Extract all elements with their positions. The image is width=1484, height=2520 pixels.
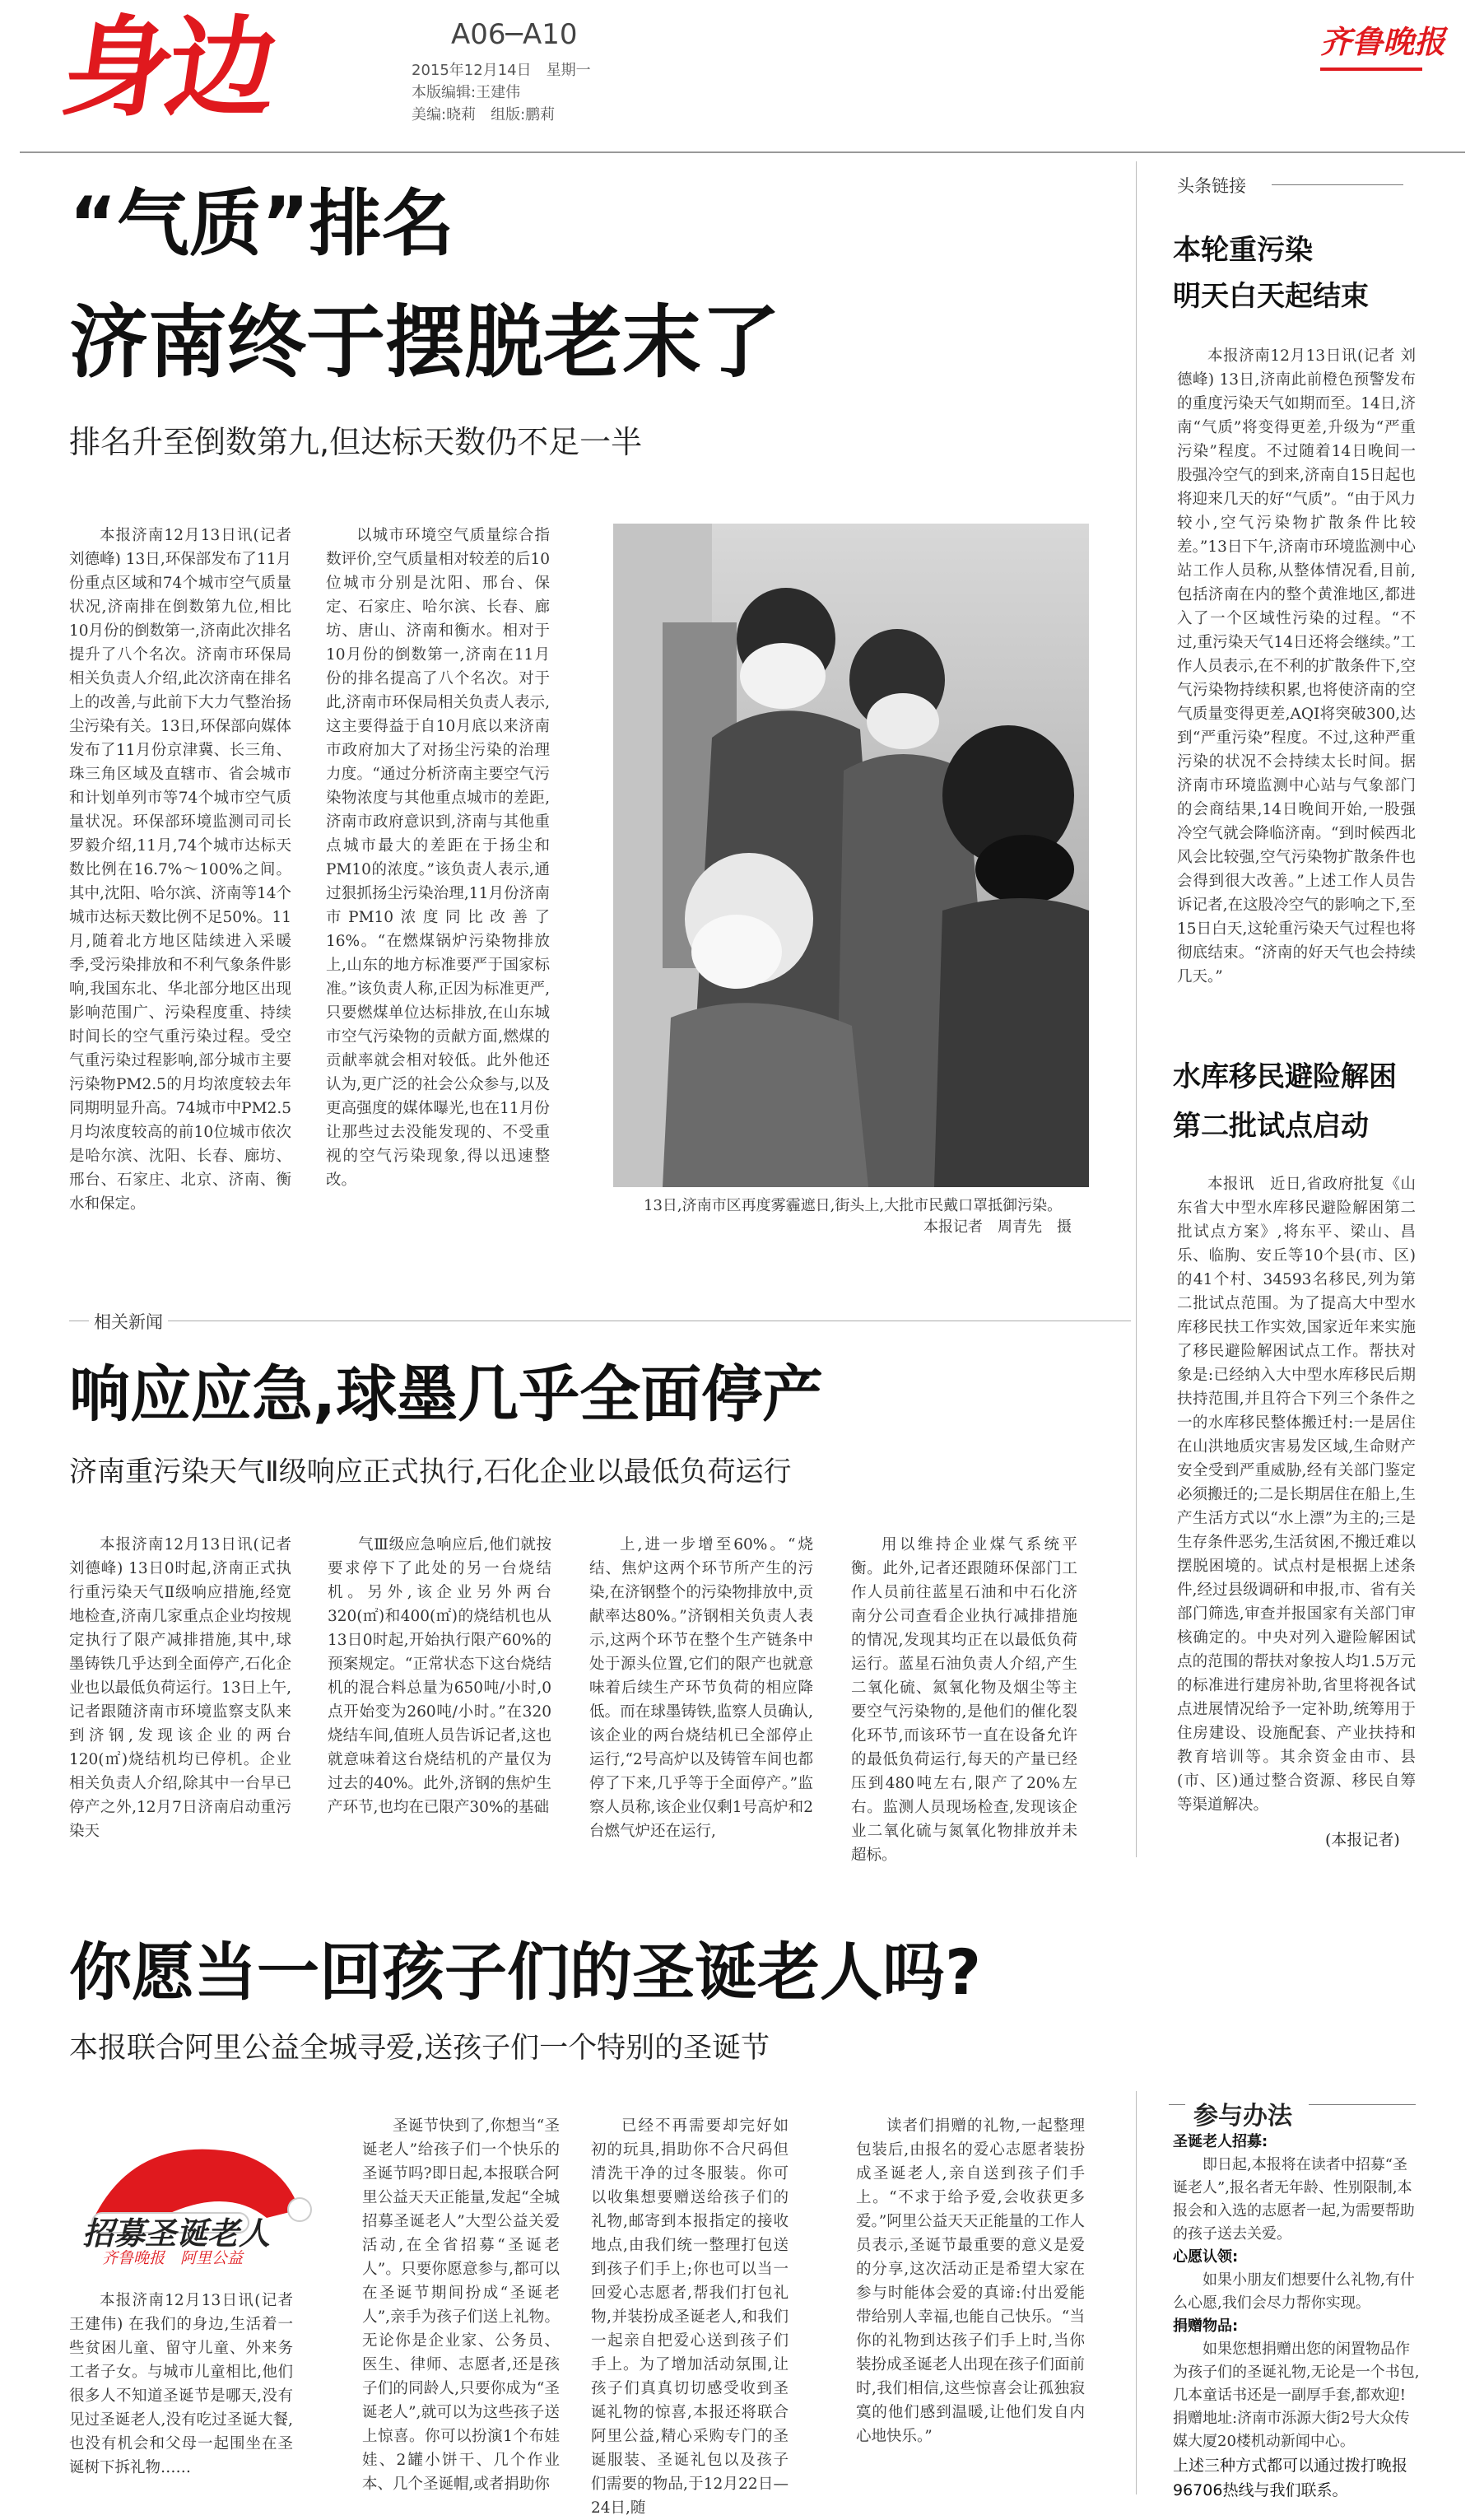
howto-item2-label: 心愿认领: [1173, 2248, 1239, 2266]
howto-box [1173, 2131, 1420, 2503]
christmas-column-2 [362, 2114, 560, 2494]
howto-item3-label: 捐赠物品: [1173, 2317, 1239, 2335]
sidebar-story1-text: 本报济南12月13日讯(记者 刘德峰) 13日,济南此前橙色预警发布的重度污染天气如期而至。14日,济南“气质”将变得更差,升级为“严重污染”程度。不过随着14日晚间一股强冷空气的到来,济南自15日起也将迎来几天的好“气质”。“由于风力较小,空气污染物扩散条件比较差。”13日下午,济南市环境监测中心站工作人员称,从整体情况看,目前,包括济南在内的整个黄淮地区,都进入了一个区域性污染的过程。“不过,重污染天气14日还将会继续。”工作人员表示,在不利的扩散条件下,空气污染物持续积累,也将使济南的空气质量变得更差,AQI将突破300,达到“严重污染”程度。不过,这种严重污染的状况不会持续太长时间。据济南市环境监测中心站与气象部门的会商结果,14日晚间开始,一股强冷空气就会降临济南。“到时候西北风会比较强,空气污染物扩散条件也会得到很大改善。”上述工作人员告诉记者,在这股冷空气的影响之下,至15日白天,这轮重污染天气过程也将彻底结束。“济南的好天气也会持续几天。” [1177, 347, 1416, 985]
sidebar-story2-title1: 水库移民避险解困 [1173, 1060, 1397, 1093]
howto-item1-text: 即日起,本报将在读者中招募“圣诞老人”,报名者无年龄、性别限制,本报会和入选的志愿者一起,为需要帮助的孩子送去关爱。 [1173, 2156, 1415, 2243]
related-column-2 [328, 1533, 551, 1862]
sidebar-story1-title1: 本轮重污染 [1173, 234, 1313, 267]
section-logo: 身边 [55, 5, 281, 132]
sidebar-story2-body [1177, 1172, 1416, 1831]
howto-item3-text: 如果您想捐赠出您的闲置物品作为孩子们的圣诞礼物,无论是一个书包,几本童话书还是一副厚手套,都欢迎!捐赠地址:济南市泺源大街2号大众传媒大厦20楼机动新闻中心。 [1173, 2341, 1420, 2450]
howto-item2-text: 如果小朋友们想要什么礼物,有什么心愿,我们会尽力帮你实现。 [1173, 2271, 1415, 2312]
photo-caption [614, 1195, 1091, 1238]
sidebar-divider [1136, 161, 1137, 1857]
lead-body-col1: 本报济南12月13日讯(记者 刘德峰) 13日,环保部发布了11月份重点区域和74个城市空气质量状况,济南排在倒数第九位,相比10月份的倒数第一,济南此次排名提升了八个名次。济南市环保局相关负责人介绍,此次济南在排名上的改善,与此前下大力气整治扬尘污染有关。13日,环保部向媒体发布了11月份京津冀、长三角、珠三角区域及直辖市、省会城市和计划单列市等74个城市空气质量状况。环保部环境监测司司长罗毅介绍,11月,74个城市达标天数比例在16.7%～100%之间。其中,沈阳、哈尔滨、济南等14个城市达标天数比例不足50%。11月,随着北方地区陆续进入采暖季,受污染排放和不利气象条件影响,我国东北、华北部分地区出现影响范围广、污染程度重、持续时间长的空气重污染过程。受空气重污染过程影响,部分城市主要污染物PM2.5的月均浓度较去年同期明显升高。74城市中PM2.5月均浓度较高的前10位城市依次是哈尔滨、沈阳、长春、廊坊、邢台、石家庄、北京、济南、衡水和保定。 [69, 527, 291, 1213]
sidebar-story1-body [1177, 344, 1416, 1034]
sidebar-tag-line [1272, 184, 1403, 185]
sidebar-tag: 头条链接 [1177, 176, 1246, 196]
issue-date: 2015年12月14日 星期一 [412, 62, 591, 79]
howto-title: 参与办法 [1193, 2102, 1292, 2131]
howto-rule-left [1169, 2104, 1185, 2105]
christmas-body-col4: 读者们捐赠的礼物,一起整理包装后,由报名的爱心志愿者装扮成圣诞老人,亲自送到孩子们手上。“不求于给予爱,会收获更多爱。”阿里公益天天正能量的工作人员表示,圣诞节最重要的意义是爱的分享,这次活动正是希望大家在参与时能体会爱的真谛:付出爱能带给别人幸福,也能自己快乐。“当你的礼物到达孩子们手上时,当你装扮成圣诞老人出现在孩子们面前时,我们相信,这些惊喜会让孤独寂寞的他们感到温暖,让他们发自内心地快乐。” [856, 2117, 1085, 2445]
photo-caption-text: 13日,济南市区再度雾霾遮日,街头上,大批市民戴口罩抵御污染。 [644, 1197, 1063, 1214]
christmas-column-3 [591, 2114, 789, 2517]
related-body-col2: 气Ⅲ级应急响应后,他们就按要求停下了此处的另一台烧结机。另外,该企业另外两台320(㎡)和400(㎡)的烧结机也从13日0时起,开始执行限产60%的预案规定。“正常状态下这台烧结机的混合料总量为650吨/小时,0点开始变为260吨/小时。”在320烧结车间,值班人员告诉记者,这也就意味着这台烧结机的产量仅为过去的40%。此外,济钢的焦炉生产环节,也均在已限产30%的基础 [328, 1536, 551, 1816]
news-photo [613, 524, 1089, 1187]
related-headline: 响应应急,球墨几乎全面停产 [69, 1359, 824, 1430]
christmas-subheadline: 本报联合阿里公益全城寻爱,送孩子们一个特别的圣诞节 [69, 2032, 770, 2065]
howto-divider [1136, 2091, 1137, 2494]
related-column-1 [69, 1533, 291, 1862]
related-body-col3: 上,进一步增至60%。“烧结、焦炉这两个环节所产生的污染,在济钢整个的污染物排放中,贡献率达80%。”济钢相关负责人表示,这两个环节在整个生产链条中处于源头位置,它们的限产也就意味着后续生产环节负荷的相应降低。而在球墨铸铁,监察人员确认,该企业的两台烧结机已全部停止运行,“2号高炉以及铸管车间也都停了下来,几乎等于全面停产。”监察人员称,该企业仅剩1号高炉和2台燃气炉还在运行, [589, 1536, 813, 1840]
christmas-column-1 [69, 2289, 293, 2494]
christmas-body-col2: 圣诞节快到了,你想当“圣诞老人”给孩子们一个快乐的圣诞节吗?即日起,本报联合阿里公益天天正能量,发起“全城招募圣诞老人”大型公益关爱活动,在全省招募“圣诞老人”。只要你愿意参与,都可以在圣诞节期间扮成“圣诞老人”,亲手为孩子们送上礼物。无论你是企业家、公务员、医生、律师、志愿者,还是孩子们的同龄人,只要你成为“圣诞老人”,就可以为这些孩子送上惊喜。你可以扮演1个布娃娃、2罐小饼干、几个作业本、几个圣诞帽,或者捐助你 [362, 2117, 560, 2493]
page-editor: 本版编辑:王建伟 [412, 84, 521, 101]
related-subheadline: 济南重污染天气Ⅱ级响应正式执行,石化企业以最低负荷运行 [69, 1456, 792, 1488]
page-designers: 美编:晓莉 组版:鹏莉 [412, 106, 556, 123]
howto-rule-right [1309, 2104, 1416, 2105]
christmas-column-4 [856, 2114, 1085, 2494]
related-body-col4: 用以维持企业煤气系统平衡。此外,记者还跟随环保部门工作人员前往蓝星石油和中石化济南分公司查看企业执行减排措施的情况,发现其均正在以最低负荷运行。蓝星石油负责人介绍,产生二氧化硫、氮氧化物及烟尘等主要空气污染物的,是他们的催化裂化环节,而该环节一直在设备允许的最低负荷运行,每天的产量已经压到480吨左右,限产了20%左右。监测人员现场检查,发现该企业二氧化硫与氮氧化物排放并未超标。 [851, 1536, 1077, 1864]
related-body-col1: 本报济南12月13日讯(记者 刘德峰) 13日0时起,济南正式执行重污染天气Ⅱ级响应措施,经宽地检查,济南几家重点企业均按规定执行了限产减排措施,其中,球墨铸铁几乎达到全面停产,石化企业也以最低负荷运行。13日上午,记者跟随济南市环境监察支队来到济钢,发现该企业的两台120(㎡)烧结机均已停机。企业相关负责人介绍,除其中一台早已停产之外,12月7日济南启动重污染天 [69, 1536, 291, 1840]
recruit-banner-sub: 齐鲁晚报 阿里公益 [102, 2249, 244, 2267]
lead-column-2 [326, 524, 550, 1265]
christmas-body-col1: 本报济南12月13日讯(记者 王建伟) 在我们的身边,生活着一些贫困儿童、留守儿童、外来务工者子女。与城市儿童相比,他们很多人不知道圣诞节是哪天,没有见过圣诞老人,没有吃过圣诞大餐,也没有机会和父母一起围坐在圣诞树下拆礼物…… [69, 2292, 293, 2476]
howto-item1-label: 圣诞老人招募: [1173, 2133, 1268, 2150]
christmas-headline: 你愿当一回孩子们的圣诞老人吗? [69, 1935, 982, 2009]
sidebar-story1-title2: 明天白天起结束 [1173, 280, 1369, 313]
lead-headline-line1: “气质”排名 [69, 181, 454, 266]
photo-masked-pedestrians [613, 524, 1089, 1187]
page-meta [412, 59, 591, 126]
photo-credit: 本报记者 周青先 摄 [923, 1218, 1072, 1236]
logo-underline [1320, 68, 1422, 71]
sidebar-story2-author: (本报记者) [1325, 1831, 1400, 1849]
related-column-4 [851, 1533, 1077, 1862]
howto-footer: 上述三种方式都可以通过拨打晚报96706热线与我们联系。 [1173, 2457, 1408, 2499]
sidebar-story2-title2: 第二批试点启动 [1173, 1110, 1369, 1143]
christmas-body-col3: 已经不再需要却完好如初的玩具,捐助你不合尺码但清洗干净的过冬服装。你可以收集想要赠送给孩子们的礼物,邮寄到本报指定的接收地点,由我们统一整理打包送到孩子们手上;你也可以当一回爱心志愿者,帮我们打包礼物,并装扮成圣诞老人,和我们一起亲自把爱心送到孩子们手上。为了增加活动氛围,让孩子们真真切切感受收到圣诞礼物的惊喜,本报还将联合阿里公益,精心采购专门的圣诞服装、圣诞礼包以及孩子们需要的物品,于12月22日—24日,随 [591, 2117, 789, 2517]
lead-headline-line2: 济南终于摆脱老末了 [69, 296, 780, 389]
header-rule [20, 151, 1465, 153]
newspaper-logo: 齐鲁晚报 [1320, 23, 1446, 60]
lead-body-col2: 以城市环境空气质量综合指数评价,空气质量相对较差的后10位城市分别是沈阳、邢台、保定、石家庄、哈尔滨、长春、廊坊、唐山、济南和衡水。相对于10月份的倒数第一,济南在11月份的排名提高了八个名次。对于此,济南市环保局相关负责人表示,这主要得益于自10月底以来济南市政府加大了对扬尘污染的治理力度。“通过分析济南主要空气污染物浓度与其他重点城市的差距,济南市政府意识到,济南与其他重点城市最大的差距在于扬尘和PM10的浓度。”该负责人表示,通过狠抓扬尘污染治理,11月份济南市PM10浓度同比改善了16%。“在燃煤锅炉污染物排放上,山东的地方标准要严于国家标准。”该负责人称,正因为标准更严,只要燃煤单位达标排放,在山东城市空气污染物的贡献方面,燃煤的贡献率就会相对较低。此外他还认为,更广泛的社会公众参与,以及更高强度的媒体曝光,也在11月份让那些过去没能发现的、不受重视的空气污染现象,得以迅速整改。 [326, 527, 550, 1189]
related-tag: 相关新闻 [89, 1309, 168, 1334]
page-range: A06─A10 [451, 18, 578, 51]
lead-column-1 [69, 524, 291, 1265]
related-column-3 [589, 1533, 813, 1862]
recruit-banner-title: 招募圣诞老人 [82, 2215, 271, 2252]
lead-subheadline: 排名升至倒数第九,但达标天数仍不足一半 [69, 424, 643, 460]
sidebar-story2-text: 本报讯 近日,省政府批复《山东省大中型水库移民避险解困第二批试点方案》,将东平、梁山、昌乐、临朐、安丘等10个县(市、区)的41个村、34593名移民,列为第二批试点范围。为了提高大中型水库移民扶工作实效,国家近年来实施了移民避险解困试点工作。帮扶对象是:已经纳入大中型水库移民后期扶持范围,并且符合下列三个条件之一的水库移民整体搬迁村:一是居住在山洪地质灾害易发区域,生命财产安全受到严重威胁,经有关部门鉴定必须搬迁的;二是长期居住在船上,生产生活方式以“水上漂”为主的;三是生存条件恶劣,生活贫困,不搬迁难以摆脱困境的。试点村是根据上述条件,经过县级调研和申报,市、省有关部门筛选,审查并报国家有关部门审核确定的。中央对列入避险解困试点的范围的帮扶对象按人均1.5万元的标准进行建房补助,省里将视各试点进展情况给予一定补助,统筹用于住房建设、设施配套、产业扶持和教育培训等。其余资金由市、县(市、区)通过整合资源、移民自筹等渠道解决。 [1177, 1176, 1416, 1814]
